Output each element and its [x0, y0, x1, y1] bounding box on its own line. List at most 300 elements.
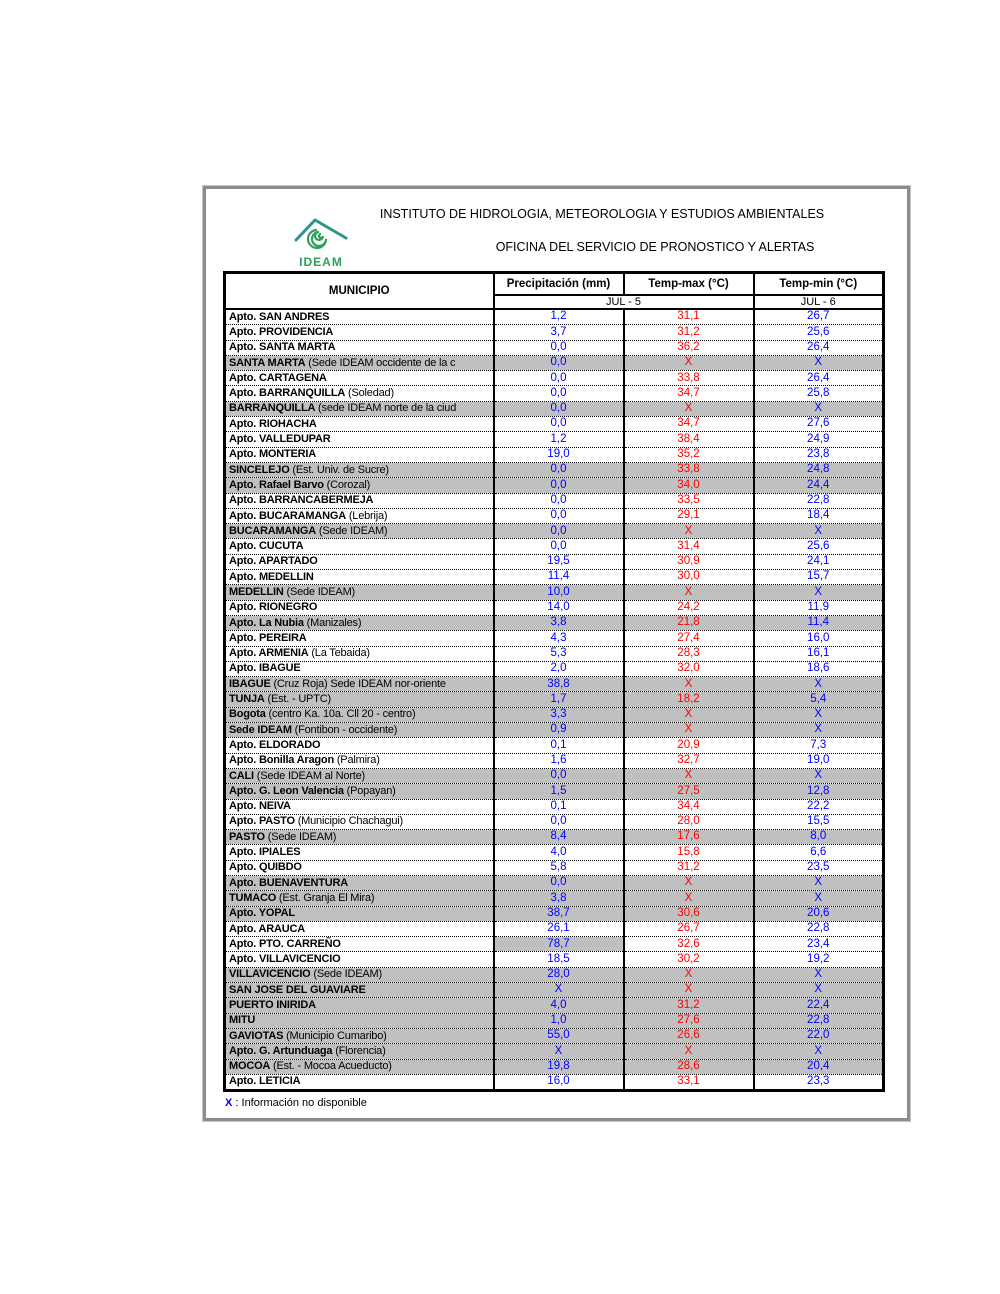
municipio-cell — [225, 952, 494, 967]
municipio-detail: (Cruz Roja) Sede IDEAM nor-oriente — [270, 677, 446, 690]
table-row — [225, 738, 884, 753]
table-row — [225, 401, 884, 416]
temp-max-value: 27,4 — [624, 631, 754, 646]
logo-spiral-icon — [308, 230, 326, 248]
municipio-name: Apto. G. Artunduaga — [229, 1044, 333, 1057]
municipio-cell — [225, 860, 494, 875]
temp-min-value: 18,4 — [754, 508, 884, 523]
precipitacion-value: 5,8 — [494, 860, 624, 875]
table-row — [225, 753, 884, 768]
municipio-name: Apto. RIOHACHA — [229, 417, 317, 430]
municipio-detail: (Florencia) — [332, 1044, 386, 1057]
precipitacion-value: 18,5 — [494, 952, 624, 967]
municipio-name: Apto. ARAUCA — [229, 922, 306, 935]
municipio-cell — [225, 524, 494, 539]
table-row — [225, 891, 884, 906]
temp-min-value: 16,0 — [754, 631, 884, 646]
temp-min-value: X — [754, 891, 884, 906]
precipitacion-value: 8,4 — [494, 830, 624, 845]
municipio-name: Apto. QUIBDO — [229, 861, 302, 874]
precipitacion-value: 0,1 — [494, 799, 624, 814]
precipitacion-value: 1,2 — [494, 309, 624, 325]
precipitacion-value: 0,0 — [494, 417, 624, 432]
municipio-cell — [225, 967, 494, 982]
precipitacion-value: 3,7 — [494, 325, 624, 340]
temp-min-value: 12,8 — [754, 784, 884, 799]
header-row-columns — [225, 273, 884, 296]
temp-max-value: 28,6 — [624, 1059, 754, 1074]
precipitacion-value: 0,9 — [494, 723, 624, 738]
precipitacion-value: 11,4 — [494, 570, 624, 585]
temp-max-value: 38,4 — [624, 432, 754, 447]
precipitacion-value: 55,0 — [494, 1028, 624, 1043]
temp-max-value: X — [624, 875, 754, 890]
temp-min-value: 22,0 — [754, 1028, 884, 1043]
table-row — [225, 983, 884, 998]
municipio-detail: (Sede IDEAM) — [316, 524, 388, 537]
municipio-name: VILLAVICENCIO — [229, 968, 311, 981]
temp-min-value: X — [754, 707, 884, 722]
municipio-cell — [225, 585, 494, 600]
temp-min-value: X — [754, 401, 884, 416]
municipio-detail: (Sede IDEAM) — [283, 585, 355, 598]
precipitacion-value: 3,8 — [494, 891, 624, 906]
table-row — [225, 1013, 884, 1028]
municipio-cell — [225, 1013, 494, 1028]
temp-max-value: 34,0 — [624, 478, 754, 493]
table-row — [225, 860, 884, 875]
table-row — [225, 937, 884, 952]
table-row — [225, 1044, 884, 1059]
municipio-cell — [225, 1028, 494, 1043]
precipitacion-value: 4,3 — [494, 631, 624, 646]
table-row — [225, 906, 884, 921]
temp-min-value: X — [754, 875, 884, 890]
municipio-name: Apto. PASTO — [229, 815, 295, 828]
municipio-cell — [225, 830, 494, 845]
temp-max-value: 20,9 — [624, 738, 754, 753]
municipio-cell — [225, 340, 494, 355]
municipio-name: GAVIOTAS — [229, 1029, 284, 1042]
table-row — [225, 830, 884, 845]
municipio-name: BARRANQUILLA — [229, 402, 316, 415]
municipio-cell — [225, 738, 494, 753]
institute-title: INSTITUTO DE HIDROLOGIA, METEOROLOGIA Y ESTUDIOS AMBIENTALES — [379, 207, 825, 221]
temp-max-value: 26,6 — [624, 1028, 754, 1043]
weather-table — [223, 271, 885, 1092]
municipio-name: Apto. MEDELLIN — [229, 570, 314, 583]
municipio-cell — [225, 677, 494, 692]
table-row — [225, 998, 884, 1013]
temp-max-value: 21,8 — [624, 615, 754, 630]
temp-max-value: 17,6 — [624, 830, 754, 845]
municipio-name: TUNJA — [229, 693, 265, 706]
municipio-name: IBAGUE — [229, 677, 271, 690]
temp-max-value: 34,4 — [624, 799, 754, 814]
temp-min-value: 19,0 — [754, 753, 884, 768]
municipio-cell — [225, 937, 494, 952]
temp-max-value: 35,2 — [624, 447, 754, 462]
temp-min-value: X — [754, 768, 884, 783]
municipio-name: Apto. IBAGUE — [229, 662, 301, 675]
temp-max-value: X — [624, 723, 754, 738]
municipio-cell — [225, 998, 494, 1013]
municipio-name: Apto. ARMENIA — [229, 647, 309, 660]
municipio-name: Apto. LETICIA — [229, 1075, 301, 1088]
temp-min-value: 15,5 — [754, 814, 884, 829]
precipitacion-value: 0,0 — [494, 462, 624, 477]
municipio-name: Apto. BUCARAMANGA — [229, 509, 346, 522]
municipio-name: Apto. BARRANCABERMEJA — [229, 494, 374, 507]
municipio-name: SINCELEJO — [229, 463, 290, 476]
temp-max-value: 31,4 — [624, 539, 754, 554]
municipio-detail: (Est. - UPTC) — [264, 693, 331, 706]
municipio-cell — [225, 661, 494, 676]
precipitacion-value: 16,0 — [494, 1074, 624, 1090]
temp-min-value: X — [754, 983, 884, 998]
temp-max-value: 33,1 — [624, 1074, 754, 1090]
precipitacion-value: 38,7 — [494, 906, 624, 921]
table-row — [225, 462, 884, 477]
temp-min-value: 18,6 — [754, 661, 884, 676]
temp-max-value: X — [624, 967, 754, 982]
municipio-name: Apto. PROVIDENCIA — [229, 325, 334, 338]
municipio-cell — [225, 371, 494, 386]
municipio-detail: (Lebrija) — [345, 509, 388, 522]
temp-min-value: 26,4 — [754, 371, 884, 386]
temp-min-value: X — [754, 723, 884, 738]
precipitacion-value: 1,5 — [494, 784, 624, 799]
municipio-cell — [225, 1059, 494, 1074]
municipio-cell — [225, 325, 494, 340]
temp-max-value: 32,0 — [624, 661, 754, 676]
municipio-detail: (Manizales) — [303, 616, 362, 629]
temp-max-value: X — [624, 524, 754, 539]
precipitacion-value: 0,0 — [494, 340, 624, 355]
table-row — [225, 952, 884, 967]
temp-max-value: X — [624, 768, 754, 783]
office-subtitle: OFICINA DEL SERVICIO DE PRONOSTICO Y ALERTAS — [495, 240, 815, 254]
municipio-name: CALI — [229, 769, 254, 782]
table-row — [225, 570, 884, 585]
municipio-name: Apto. Rafael Barvo — [229, 478, 324, 491]
municipio-detail: (Sede IDEAM al Norte) — [253, 769, 366, 782]
header-municipio: MUNICIPIO — [225, 273, 494, 310]
table-row — [225, 707, 884, 722]
municipio-name: Apto. G. Leon Valencia — [229, 784, 344, 797]
municipio-detail: (Sede IDEAM) — [310, 968, 382, 981]
precipitacion-value: 28,0 — [494, 967, 624, 982]
municipio-name: PASTO — [229, 830, 265, 843]
precipitacion-value: 3,8 — [494, 615, 624, 630]
municipio-cell — [225, 401, 494, 416]
table-row — [225, 631, 884, 646]
table-row — [225, 447, 884, 462]
municipio-cell — [225, 615, 494, 630]
temp-min-value: 23,8 — [754, 447, 884, 462]
precipitacion-value: X — [494, 983, 624, 998]
table-row — [225, 493, 884, 508]
temp-max-value: 31,2 — [624, 860, 754, 875]
temp-max-value: 27,6 — [624, 1013, 754, 1028]
header-precipitacion: Precipitación (mm) — [494, 273, 624, 296]
municipio-detail: (Corozal) — [323, 478, 371, 491]
temp-min-value: 11,4 — [754, 615, 884, 630]
table-row — [225, 600, 884, 615]
table-row — [225, 386, 884, 401]
precipitacion-value: 4,0 — [494, 845, 624, 860]
municipio-name: Apto. RIONEGRO — [229, 601, 318, 614]
municipio-cell — [225, 462, 494, 477]
municipio-name: Apto. PEREIRA — [229, 631, 307, 644]
temp-max-value: 36,2 — [624, 340, 754, 355]
temp-min-value: 22,8 — [754, 1013, 884, 1028]
municipio-cell — [225, 309, 494, 325]
temp-min-value: 11,9 — [754, 600, 884, 615]
temp-min-value: 25,8 — [754, 386, 884, 401]
temp-max-value: 32,6 — [624, 937, 754, 952]
table-row — [225, 921, 884, 936]
temp-min-value: 25,6 — [754, 539, 884, 554]
municipio-cell — [225, 983, 494, 998]
municipio-cell — [225, 768, 494, 783]
municipio-cell — [225, 753, 494, 768]
municipio-cell — [225, 707, 494, 722]
table-row — [225, 661, 884, 676]
temp-max-value: 29,1 — [624, 508, 754, 523]
municipio-cell — [225, 646, 494, 661]
table-row — [225, 508, 884, 523]
temp-min-value: 22,2 — [754, 799, 884, 814]
municipio-cell — [225, 723, 494, 738]
temp-max-value: 28,0 — [624, 814, 754, 829]
temp-max-value: 33,8 — [624, 371, 754, 386]
municipio-detail: (Popayan) — [343, 784, 396, 797]
temp-max-value: 18,2 — [624, 692, 754, 707]
precipitacion-value: 3,3 — [494, 707, 624, 722]
table-row — [225, 417, 884, 432]
table-row — [225, 875, 884, 890]
temp-max-value: 31,2 — [624, 998, 754, 1013]
temp-min-value: 6,6 — [754, 845, 884, 860]
municipio-cell — [225, 355, 494, 370]
municipio-name: MEDELLIN — [229, 585, 284, 598]
municipio-name: Apto. VILLAVICENCIO — [229, 953, 341, 966]
precipitacion-value: 0,0 — [494, 524, 624, 539]
precipitacion-value: 19,0 — [494, 447, 624, 462]
municipio-name: Apto. ELDORADO — [229, 738, 321, 751]
municipio-cell — [225, 386, 494, 401]
precipitacion-value: 1,2 — [494, 432, 624, 447]
table-row — [225, 615, 884, 630]
temp-max-value: X — [624, 983, 754, 998]
municipio-cell — [225, 600, 494, 615]
temp-min-value: X — [754, 967, 884, 982]
municipio-name: Apto. MONTERIA — [229, 448, 317, 461]
precipitacion-value: 4,0 — [494, 998, 624, 1013]
table-row — [225, 1028, 884, 1043]
precipitacion-value: 0,0 — [494, 814, 624, 829]
legend-x-symbol: X — [225, 1097, 233, 1109]
table-row — [225, 371, 884, 386]
temp-max-value: X — [624, 585, 754, 600]
municipio-cell — [225, 814, 494, 829]
table-row — [225, 539, 884, 554]
municipio-name: Bogota — [229, 708, 266, 721]
precipitacion-value: 0,0 — [494, 508, 624, 523]
temp-max-value: X — [624, 677, 754, 692]
legend-note — [225, 1097, 367, 1109]
temp-min-value: X — [754, 355, 884, 370]
table-row — [225, 723, 884, 738]
municipio-name: Apto. IPIALES — [229, 846, 301, 859]
municipio-detail: (Est. - Mocoa Acueducto) — [270, 1060, 392, 1073]
municipio-cell — [225, 432, 494, 447]
temp-min-value: 5,4 — [754, 692, 884, 707]
municipio-name: SANTA MARTA — [229, 356, 306, 369]
temp-min-value: 22,8 — [754, 493, 884, 508]
temp-min-value: 22,4 — [754, 998, 884, 1013]
header-temp-min: Temp-min (°C) — [754, 273, 884, 296]
ideam-logo-icon — [292, 215, 350, 269]
temp-min-value: 24,4 — [754, 478, 884, 493]
table-row — [225, 524, 884, 539]
precipitacion-value: 2,0 — [494, 661, 624, 676]
municipio-cell — [225, 1044, 494, 1059]
temp-min-value: 19,2 — [754, 952, 884, 967]
municipio-cell — [225, 784, 494, 799]
precipitacion-value: 10,0 — [494, 585, 624, 600]
table-row — [225, 309, 884, 325]
temp-min-value: 16,1 — [754, 646, 884, 661]
municipio-detail: (Sede IDEAM) — [264, 830, 337, 843]
municipio-name: MITU — [229, 1014, 256, 1027]
temp-max-value: 33,8 — [624, 462, 754, 477]
temp-min-value: 20,6 — [754, 906, 884, 921]
table-row — [225, 355, 884, 370]
table-row — [225, 646, 884, 661]
temp-min-value: 22,8 — [754, 921, 884, 936]
precipitacion-value: 19,8 — [494, 1059, 624, 1074]
municipio-cell — [225, 1074, 494, 1090]
municipio-name: Apto. NEIVA — [229, 800, 291, 813]
precipitacion-value: 0,0 — [494, 355, 624, 370]
temp-max-value: 24,2 — [624, 600, 754, 615]
precipitacion-value: 0,0 — [494, 493, 624, 508]
municipio-detail: (Sede IDEAM occidente de la c — [305, 356, 456, 369]
municipio-cell — [225, 554, 494, 569]
table-row — [225, 677, 884, 692]
municipio-cell — [225, 493, 494, 508]
temp-min-value: X — [754, 677, 884, 692]
municipio-name: MOCOA — [229, 1060, 271, 1073]
temp-max-value: 32,7 — [624, 753, 754, 768]
temp-min-value: 26,4 — [754, 340, 884, 355]
header-temp-max: Temp-max (°C) — [624, 273, 754, 296]
municipio-name: Apto. La Nubia — [229, 616, 304, 629]
temp-min-value: 8,0 — [754, 830, 884, 845]
municipio-name: Apto. SAN ANDRES — [229, 310, 330, 323]
municipio-name: BUCARAMANGA — [229, 524, 317, 537]
municipio-name: Apto. APARTADO — [229, 555, 318, 568]
municipio-cell — [225, 508, 494, 523]
temp-max-value: X — [624, 401, 754, 416]
temp-max-value: 30,0 — [624, 570, 754, 585]
precipitacion-value: 0,0 — [494, 371, 624, 386]
date-jul-5: JUL - 5 — [494, 295, 754, 309]
municipio-name: Sede IDEAM — [229, 723, 292, 736]
municipio-name: Apto. YOPAL — [229, 907, 295, 920]
temp-max-value: 15,8 — [624, 845, 754, 860]
temp-min-value: 24,9 — [754, 432, 884, 447]
precipitacion-value: 0,0 — [494, 401, 624, 416]
precipitacion-value: 78,7 — [494, 937, 624, 952]
municipio-cell — [225, 906, 494, 921]
municipio-cell — [225, 692, 494, 707]
municipio-detail: (centro Ka. 10a. Cll 20 - centro) — [265, 708, 416, 721]
municipio-cell — [225, 921, 494, 936]
table-row — [225, 784, 884, 799]
municipio-cell — [225, 799, 494, 814]
temp-min-value: 15,7 — [754, 570, 884, 585]
municipio-name: Apto. SANTA MARTA — [229, 341, 336, 354]
municipio-detail: (Est. Granja El Mira) — [276, 891, 375, 904]
temp-max-value: 31,1 — [624, 309, 754, 325]
municipio-detail: (Est. Univ. de Sucre) — [289, 463, 389, 476]
temp-min-value: 23,5 — [754, 860, 884, 875]
temp-min-value: 20,4 — [754, 1059, 884, 1074]
table-row — [225, 768, 884, 783]
logo-text: IDEAM — [299, 255, 343, 269]
temp-max-value: 30,9 — [624, 554, 754, 569]
precipitacion-value: 0,0 — [494, 875, 624, 890]
municipio-detail: (Municipio Chachagui) — [294, 815, 403, 828]
temp-max-value: 27,5 — [624, 784, 754, 799]
temp-max-value: 34,7 — [624, 386, 754, 401]
temp-min-value: 25,6 — [754, 325, 884, 340]
table-row — [225, 1059, 884, 1074]
table-row — [225, 845, 884, 860]
temp-min-value: 23,4 — [754, 937, 884, 952]
precipitacion-value: 38,8 — [494, 677, 624, 692]
temp-min-value: 26,7 — [754, 309, 884, 325]
municipio-cell — [225, 845, 494, 860]
temp-min-value: 7,3 — [754, 738, 884, 753]
table-row — [225, 325, 884, 340]
municipio-detail: (Palmira) — [333, 754, 380, 767]
report-frame — [203, 186, 910, 1121]
precipitacion-value: 26,1 — [494, 921, 624, 936]
precipitacion-value: 1,7 — [494, 692, 624, 707]
municipio-detail: (La Tebaida) — [308, 647, 370, 660]
municipio-name: TUMACO — [229, 891, 277, 904]
table-row — [225, 478, 884, 493]
table-row — [225, 1074, 884, 1090]
municipio-cell — [225, 891, 494, 906]
municipio-name: Apto. PTO. CARREÑO — [229, 937, 341, 950]
municipio-detail: (sede IDEAM norte de la ciud — [315, 402, 457, 415]
precipitacion-value: 19,5 — [494, 554, 624, 569]
municipio-cell — [225, 447, 494, 462]
precipitacion-value: 0,0 — [494, 768, 624, 783]
table-row — [225, 799, 884, 814]
table-row — [225, 554, 884, 569]
temp-min-value: X — [754, 1044, 884, 1059]
temp-min-value: X — [754, 585, 884, 600]
precipitacion-value: 1,6 — [494, 753, 624, 768]
date-jul-6: JUL - 6 — [754, 295, 884, 309]
municipio-name: Apto. Bonilla Aragon — [229, 754, 334, 767]
